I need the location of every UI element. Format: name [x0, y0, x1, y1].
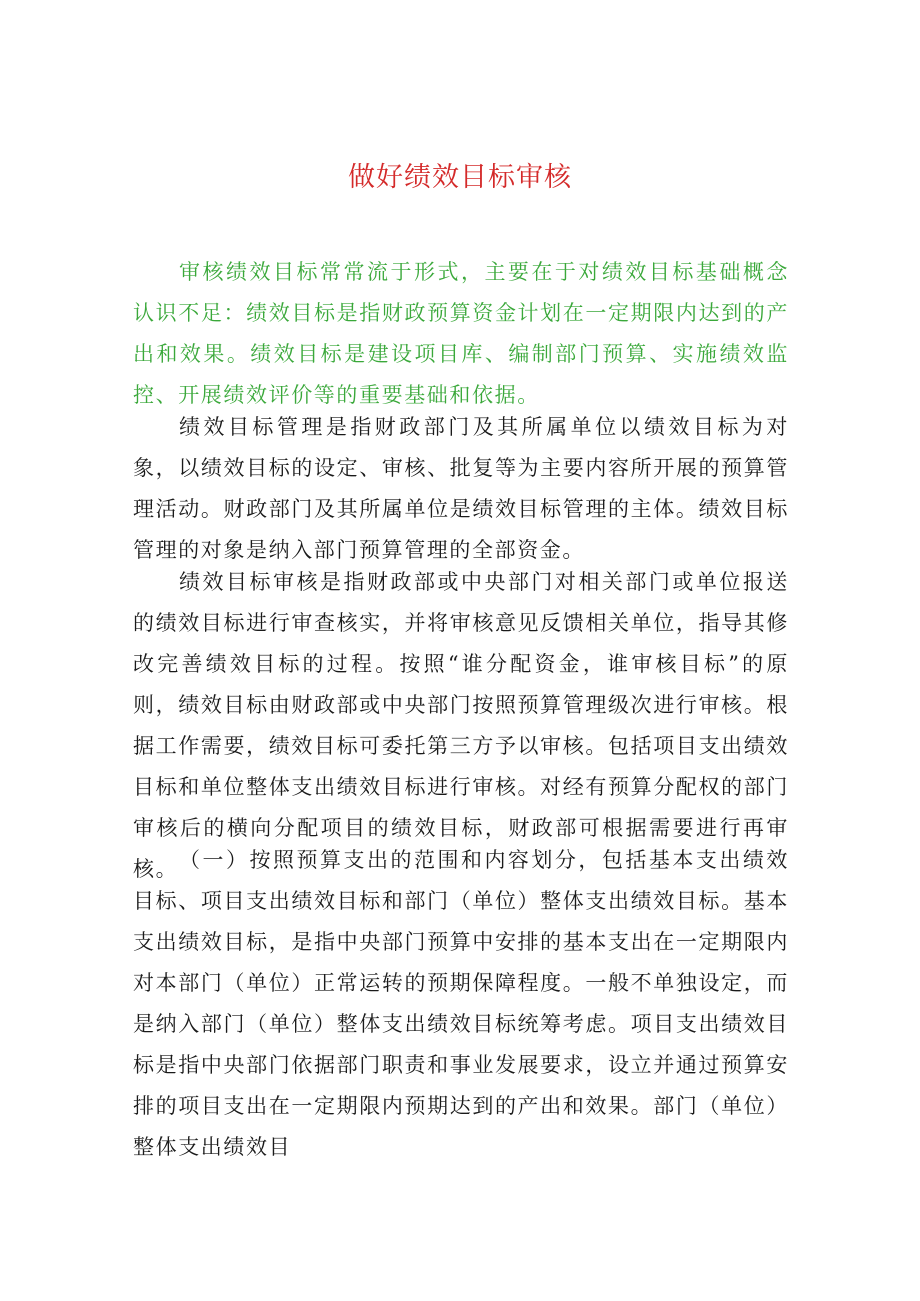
paragraph-performance-target-management: 绩效目标管理是指财政部门及其所属单位以绩效目标为对象，以绩效目标的设定、审核、批复等为主要内容所开展的预算管理活动。财政部门及其所属单位是绩效目标管理的主体。绩效目标管理的对象是纳入部门预算管理的全部资金。: [133, 415, 789, 562]
paragraph-intro-highlighted: 审核绩效目标常常流于形式，主要在于对绩效目标基础概念认识不足：绩效目标是指财政预算资金计划在一定期限内达到的产出和效果。绩效目标是建设项目库、编制部门预算、实施绩效监控、开展绩效评价等的重要基础和依据。: [133, 260, 789, 407]
paragraph-performance-target-review: 绩效目标审核是指财政部或中央部门对相关部门或单位报送的绩效目标进行审查核实，并将审核意见反馈相关单位，指导其修改完善绩效目标的过程。按照“谁分配资金，谁审核目标”的原则，绩效目标由财政部或中央部门按照预算管理级次进行审核。根据工作需要，绩效目标可委托第三方予以审核。包括项目支出绩效目标和单位整体支出绩效目标进行审核。对经有预算分配权的部门审核后的横向分配项目的绩效目标，财政部可根据需要进行再审核。: [133, 570, 789, 881]
document-title: 做好绩效目标审核: [348, 162, 572, 193]
paragraph-classification-by-scope: （一）按照预算支出的范围和内容划分，包括基本支出绩效目标、项目支出绩效目标和部门（单位）整体支出绩效目标。基本支出绩效目标，是指中央部门预算中安排的基本支出在一定期限内对本部门（单位）正常运转的预期保障程度。一般不单独设定，而是纳入部门（单位）整体支出绩效目标统筹考虑。项目支出绩效目标是指中央部门依据部门职责和事业发展要求，设立并通过预算安排的项目支出在一定期限内预期达到的产出和效果。部门（单位）整体支出绩效目: [133, 848, 789, 1159]
